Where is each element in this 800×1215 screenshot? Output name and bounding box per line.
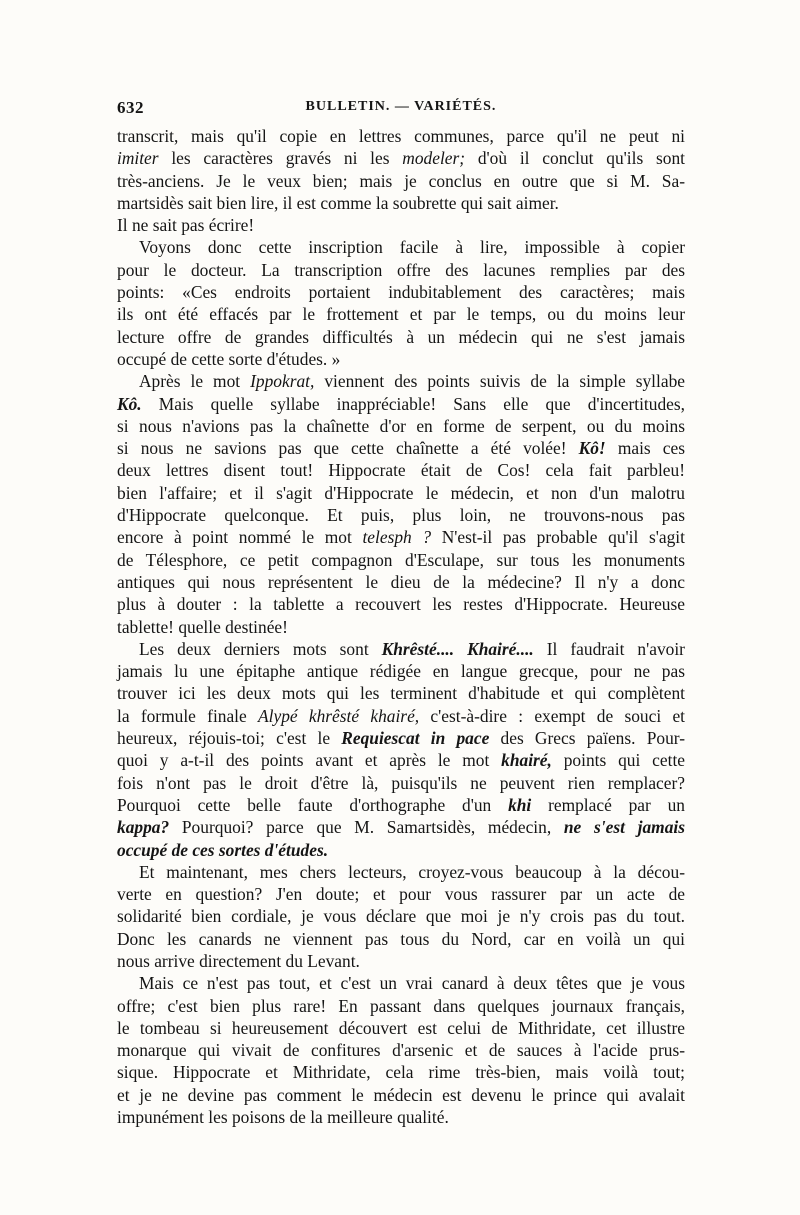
text-line (117, 303, 685, 325)
text-span: Pourquoi cette belle faute d'orthographe d'un (117, 794, 509, 815)
text-line (117, 348, 685, 370)
text-line (117, 816, 685, 838)
text-span: viennent des points suivis de la simple syllabe (314, 371, 685, 392)
text-span: ils ont été effacés par le frottement et par le temps, ou du moins leur (117, 304, 685, 325)
text-span (454, 639, 467, 659)
text-line (117, 995, 685, 1017)
text-span: ne s'est jamais (563, 817, 685, 838)
text-line (117, 861, 685, 883)
text-line (117, 705, 685, 727)
text-span: modeler; (402, 148, 466, 169)
text-line (117, 616, 685, 638)
text-line (117, 1017, 685, 1039)
text-span: Khrêsté.... (381, 638, 455, 659)
text-span: imiter (117, 148, 159, 169)
text-line (117, 214, 685, 236)
text-line (117, 326, 685, 348)
text-span: occupé de cette sorte d'études. » (117, 348, 341, 369)
text-line (117, 482, 685, 504)
text-span: pour le docteur. La transcription offre des lacunes remplies par des (117, 259, 685, 280)
text-line (117, 236, 685, 258)
text-line (117, 660, 685, 682)
text-line (117, 1084, 685, 1106)
text-line (117, 393, 685, 415)
text-span: d'Hippocrate quelconque. Et puis, plus loin, ne trouvons-nous pas (117, 505, 685, 526)
running-title: BULLETIN. — VARIÉTÉS. (305, 99, 497, 114)
text-span: si nous n'avions pas la chaînette d'or en forme de serpent, ou du moins (117, 415, 685, 436)
text-span: verte en question? J'en doute; et pour vous rassurer par un acte de (117, 884, 685, 905)
text-span: nous arrive directement du Levant. (117, 950, 360, 971)
text-line (117, 682, 685, 704)
text-span: Kô. (117, 393, 142, 414)
text-line (117, 794, 685, 816)
page-number: 632 (117, 98, 144, 117)
body-text (117, 125, 685, 1128)
text-line (117, 772, 685, 794)
text-span: khi (508, 794, 532, 815)
text-span: lecture offre de grandes difficultés à un médecin qui ne s'est jamais (117, 326, 685, 347)
text-span: d'où il conclut qu'ils sont (465, 148, 685, 169)
text-span: Donc les canards ne viennent pas tous du Nord, car en voilà un qui (117, 928, 685, 949)
text-span: points qui cette (551, 750, 685, 771)
text-span: plus à douter : la tablette a recouvert les restes d'Hippocrate. Heureuse (117, 594, 685, 615)
text-span: jamais lu une épitaphe antique rédigée en langue grecque, pour ne pas (117, 661, 685, 682)
text-line (117, 905, 685, 927)
text-line (117, 1039, 685, 1061)
text-line (117, 638, 685, 660)
text-span: le tombeau si heureusement découvert est celui de Mithridate, cet illustre (117, 1017, 685, 1038)
text-line (117, 972, 685, 994)
text-span: mais ces (605, 438, 685, 459)
text-span: et je ne devine pas comment le médecin est devenu le prince qui avalait (117, 1084, 685, 1105)
text-line (117, 281, 685, 303)
text-span: Il ne sait pas écrire! (117, 215, 255, 236)
text-line (117, 549, 685, 571)
text-line (117, 504, 685, 526)
text-span: remplacé par un (531, 794, 685, 815)
text-span: Mais quelle syllabe inappréciable! Sans elle que d'incertitudes, (141, 393, 685, 414)
text-span: Il faudrait n'avoir (533, 638, 685, 659)
text-span: encore à point nommé le mot (117, 527, 363, 548)
text-span: solidarité bien cordiale, je vous déclare que moi je n'y crois pas du tout. (117, 906, 685, 927)
text-line (117, 928, 685, 950)
text-line (117, 170, 685, 192)
text-span: transcrit, mais qu'il copie en lettres communes, parce qu'il ne peut ni (117, 126, 685, 146)
text-span: impunément les poisons de la meilleure qualité. (117, 1107, 449, 1128)
text-span: monarque qui vivait de confitures d'arsenic et de sauces à l'acide prus- (117, 1040, 685, 1061)
text-span: bien l'affaire; et il s'agit d'Hippocrate le médecin, et non d'un malotru (117, 482, 685, 503)
text-span: Ippokrat, (250, 371, 315, 392)
text-span: Les deux derniers mots sont (139, 638, 382, 659)
text-span: Alypé khrêsté khairé, (258, 705, 420, 726)
text-line (117, 459, 685, 481)
page-header (117, 98, 685, 120)
text-span: Khairé.... (467, 638, 534, 659)
text-span: Pourquoi? parce que M. Samartsidès, médecin, (169, 817, 564, 838)
text-line (117, 593, 685, 615)
text-line (117, 415, 685, 437)
text-line (117, 1106, 685, 1128)
text-span: la formule finale (117, 705, 259, 726)
text-span: points: «Ces endroits portaient indubitablement des caractères; mais (117, 282, 685, 303)
text-span: occupé de ces sortes d'études. (117, 839, 329, 860)
text-span: quoi y a-t-il des points avant et après le mot (117, 750, 502, 771)
text-span: c'est-à-dire : exempt de souci et (419, 705, 685, 726)
text-span: telesph ? (362, 527, 432, 548)
text-span: Après le mot (139, 371, 251, 392)
text-span: kappa? (117, 817, 170, 838)
text-line (117, 437, 685, 459)
text-span: heureux, réjouis-toi; c'est le (117, 728, 342, 749)
text-span: deux lettres disent tout! Hippocrate était de Cos! cela fait parbleu! (117, 460, 685, 481)
text-line (117, 571, 685, 593)
text-span: Requiescat in pace (341, 728, 490, 749)
text-span: Et maintenant, mes chers lecteurs, croyez-vous beaucoup à la décou- (139, 861, 685, 882)
text-line (117, 950, 685, 972)
text-line (117, 147, 685, 169)
text-span: Mais ce n'est pas tout, et c'est un vrai canard à deux têtes que je vous (139, 973, 685, 994)
text-span: offre; c'est bien plus rare! En passant dans quelques journaux français, (117, 995, 685, 1016)
text-span: très-anciens. Je le veux bien; mais je conclus en outre que si M. Sa- (117, 170, 685, 191)
text-line (117, 370, 685, 392)
text-span: antiques qui nous représentent le dieu de la médecine? Il n'y a donc (117, 571, 685, 592)
text-line (117, 259, 685, 281)
text-span: des Grecs païens. Pour- (489, 728, 685, 749)
text-span: N'est-il pas probable qu'il s'agit (431, 527, 685, 548)
text-span: de Télesphore, ce petit compagnon d'Esculape, sur tous les monuments (117, 549, 685, 570)
text-span: sique. Hippocrate et Mithridate, cela rime très-bien, mais voilà tout; (117, 1062, 685, 1083)
text-line (117, 727, 685, 749)
text-line (117, 192, 685, 214)
text-line (117, 1061, 685, 1083)
text-span: trouver ici les deux mots qui les terminent d'habitude et qui complètent (117, 683, 685, 704)
text-span: si nous ne savions pas que cette chaînette a été volée! (117, 438, 579, 459)
text-span: khairé, (501, 750, 552, 771)
text-span: Kô! (578, 438, 606, 459)
text-line (117, 749, 685, 771)
text-span: martsidès sait bien lire, il est comme la soubrette qui sait aimer. (117, 192, 559, 213)
text-line (117, 883, 685, 905)
text-span: Voyons donc cette inscription facile à lire, impossible à copier (139, 237, 685, 258)
text-line (117, 125, 685, 147)
text-span: les caractères gravés ni les (158, 148, 403, 169)
text-line (117, 839, 685, 861)
text-span: fois n'ont pas le droit d'être là, puisqu'ils ne peuvent rien remplacer? (117, 772, 685, 793)
text-line (117, 526, 685, 548)
text-span: tablette! quelle destinée! (117, 616, 288, 637)
